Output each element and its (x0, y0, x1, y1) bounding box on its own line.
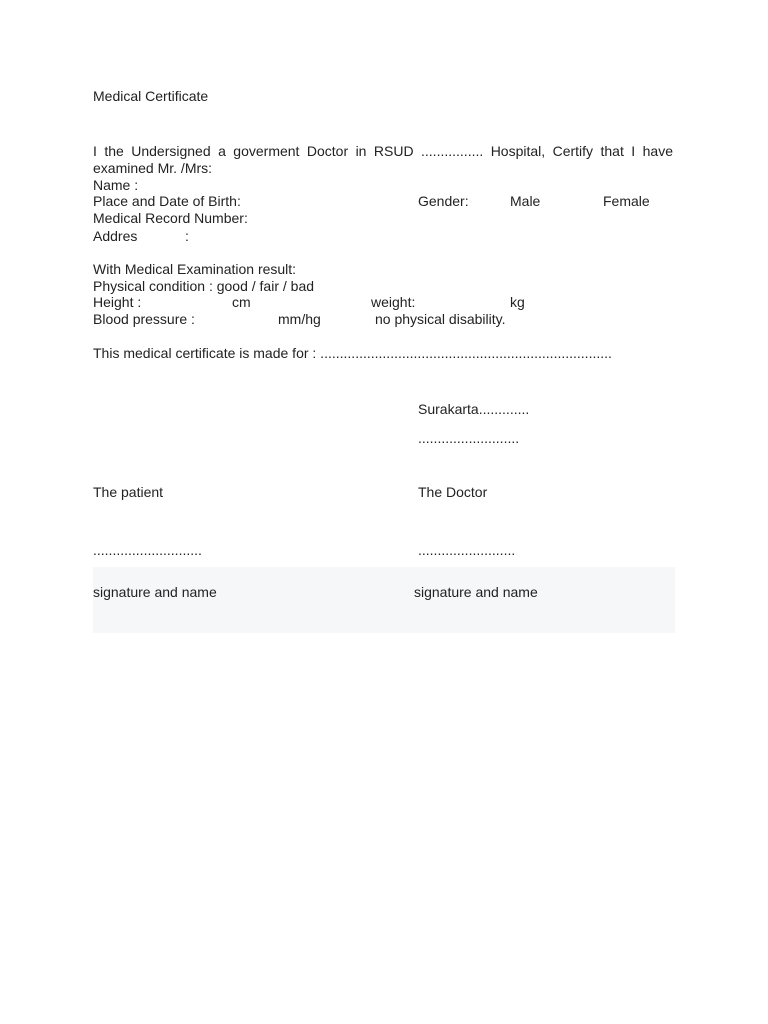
blood-pressure-unit: mm/hg (278, 311, 321, 327)
address-field-colon: : (185, 228, 189, 244)
date-dots: .......................... (418, 430, 520, 446)
height-unit: cm (232, 294, 251, 310)
patient-signature-dots: ............................ (93, 542, 202, 558)
disability-status: no physical disability. (375, 311, 506, 327)
exam-heading: With Medical Examination result: (93, 261, 297, 277)
name-field-label: Name : (93, 177, 139, 193)
weight-label: weight: (371, 294, 416, 310)
place-label: Surakarta............. (418, 401, 530, 417)
gender-option-male: Male (510, 193, 541, 209)
gender-field-label: Gender: (418, 193, 469, 209)
weight-unit: kg (510, 294, 525, 310)
patient-signature-label: signature and name (93, 584, 217, 600)
certification-statement: I the Undersigned a goverment Doctor in RSUD ................ Hospital, Certify that I have examined Mr. /Mrs: (93, 143, 673, 176)
physical-condition: Physical condition : good / fair / bad (93, 278, 315, 294)
doctor-label: The Doctor (418, 484, 488, 500)
blood-pressure-label: Blood pressure : (93, 311, 195, 327)
height-label: Height : (93, 294, 142, 310)
doctor-signature-label: signature and name (414, 584, 538, 600)
record-number-label: Medical Record Number: (93, 210, 248, 226)
certificate-purpose: This medical certificate is made for : ........................................................................... (93, 345, 612, 361)
doctor-signature-dots: ......................... (418, 542, 516, 558)
gender-option-female: Female (603, 193, 650, 209)
address-field-label: Addres (93, 228, 138, 244)
birth-field-label: Place and Date of Birth: (93, 193, 241, 209)
document-title: Medical Certificate (93, 88, 209, 104)
patient-label: The patient (93, 484, 164, 500)
